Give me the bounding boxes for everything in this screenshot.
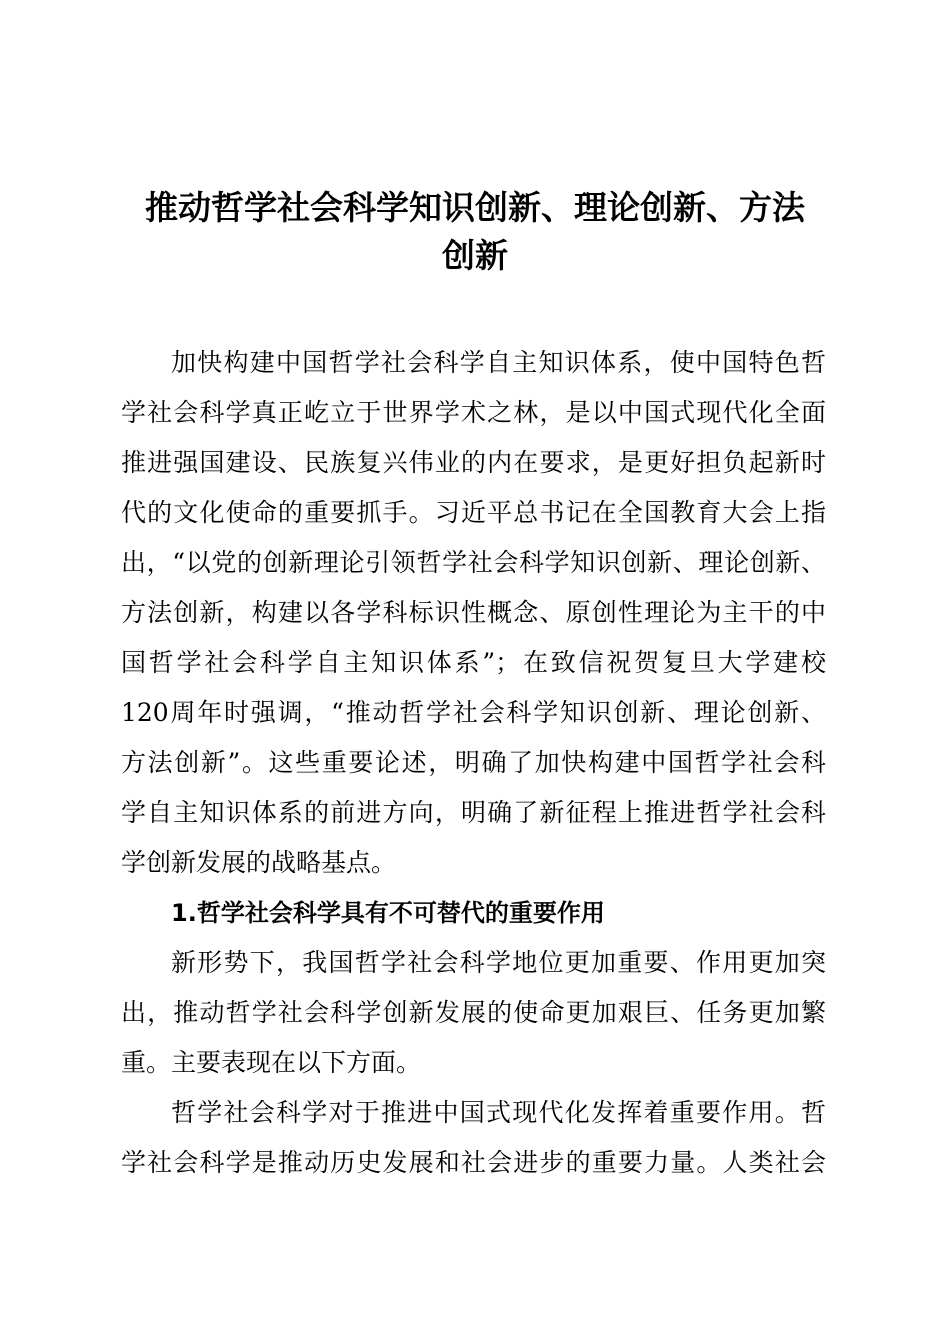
paragraph-line: 学自主知识体系的前进方向，明确了新征程上推进哲学社会科 <box>121 798 826 827</box>
paragraph-intro <box>121 338 826 888</box>
paragraph-line: 哲学社会科学对于推进中国式现代化发挥着重要作用。哲 <box>171 1098 826 1127</box>
paragraph-line: 学社会科学是推动历史发展和社会进步的重要力量。人类社会 <box>121 1148 826 1177</box>
paragraph-line: 加快构建中国哲学社会科学自主知识体系，使中国特色哲 <box>171 348 826 377</box>
document-title <box>100 184 850 280</box>
paragraph-line: 方法创新”。这些重要论述，明确了加快构建中国哲学社会科 <box>121 748 826 777</box>
paragraph-new-situation <box>121 938 826 1088</box>
paragraph-line: 推进强国建设、民族复兴伟业的内在要求，是更好担负起新时 <box>121 448 826 477</box>
paragraph-modernization <box>121 1088 826 1188</box>
paragraph-line: 新形势下，我国哲学社会科学地位更加重要、作用更加突 <box>171 948 826 977</box>
paragraph-line: 出，推动哲学社会科学创新发展的使命更加艰巨、任务更加繁 <box>121 998 826 1027</box>
paragraph-line: 代的文化使命的重要抓手。习近平总书记在全国教育大会上指 <box>121 498 826 527</box>
paragraph-line: 出，“以党的创新理论引领哲学社会科学知识创新、理论创新、 <box>121 548 826 577</box>
document-body <box>121 338 826 1188</box>
section-heading: 1.哲学社会科学具有不可替代的重要作用 <box>171 899 605 927</box>
paragraph-line: 120周年时强调，“推动哲学社会科学知识创新、理论创新、 <box>121 698 826 727</box>
paragraph-line: 学社会科学真正屹立于世界学术之林，是以中国式现代化全面 <box>121 398 826 427</box>
paragraph-line: 学创新发展的战略基点。 <box>121 848 397 877</box>
paragraph-line: 国哲学社会科学自主知识体系”；在致信祝贺复旦大学建校 <box>121 648 826 677</box>
title-line-2: 创新 <box>442 236 508 275</box>
paragraph-line: 方法创新，构建以各学科标识性概念、原创性理论为主干的中 <box>121 598 826 627</box>
title-line-1: 推动哲学社会科学知识创新、理论创新、方法 <box>145 188 805 227</box>
paragraph-line: 重。主要表现在以下方面。 <box>121 1048 422 1077</box>
